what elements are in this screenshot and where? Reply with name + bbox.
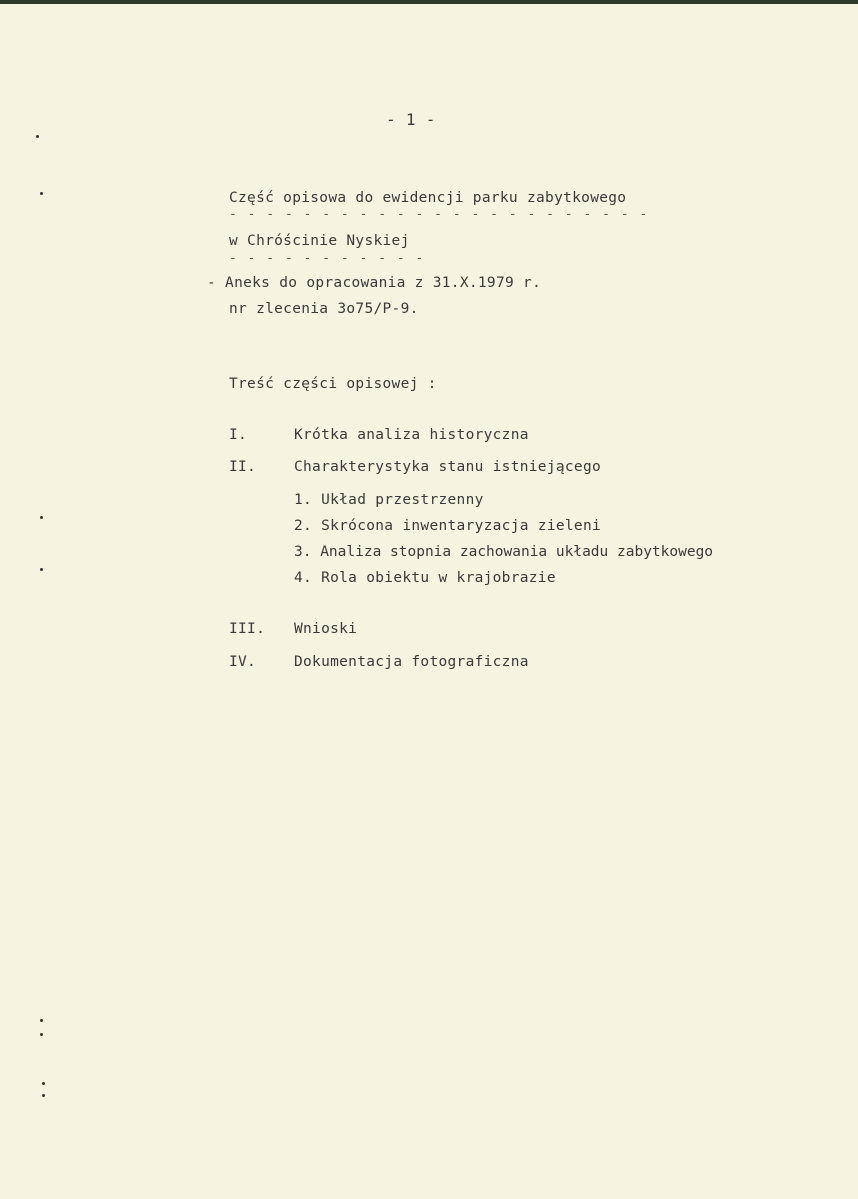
page-number: - 1 - (386, 110, 436, 129)
margin-mark (42, 1094, 45, 1097)
margin-mark (40, 516, 43, 519)
item-text: Krótka analiza historyczna (294, 427, 529, 443)
subitem-text: 1. Układ przestrzenny (294, 492, 484, 508)
annex-line: - Aneks do opracowania z 31.X.1979 r. (207, 275, 542, 291)
subitem-text: 4. Rola obiektu w krajobrazie (294, 570, 556, 586)
item-number: I. (229, 427, 248, 443)
item-number: III. (229, 621, 266, 637)
order-line: nr zlecenia 3o75/P-9. (229, 301, 419, 317)
item-text: Dokumentacja fotograficzna (294, 654, 529, 670)
margin-mark (40, 1019, 43, 1022)
subitem-text: 2. Skrócona inwentaryzacja zieleni (294, 518, 602, 534)
subtitle-underline: - - - - - - - - - - - (229, 251, 425, 266)
item-text: Charakterystyka stanu istniejącego (294, 459, 602, 475)
margin-mark (40, 192, 43, 195)
document-title: Część opisowa do ewidencji parku zabytkowego (229, 190, 627, 206)
margin-mark (42, 1082, 45, 1085)
contents-heading: Treść części opisowej : (229, 376, 437, 392)
title-underline: - - - - - - - - - - - - - - - - - - - - - - - (229, 207, 649, 222)
item-number: II. (229, 459, 257, 475)
margin-mark (40, 568, 43, 571)
margin-mark (36, 135, 39, 138)
margin-mark (40, 1033, 43, 1036)
item-text: Wnioski (294, 621, 358, 637)
document-subtitle: w Chróścinie Nyskiej (229, 233, 410, 249)
subitem-text: 3. Analiza stopnia zachowania układu zabytkowego (294, 544, 714, 560)
item-number: IV. (229, 654, 257, 670)
